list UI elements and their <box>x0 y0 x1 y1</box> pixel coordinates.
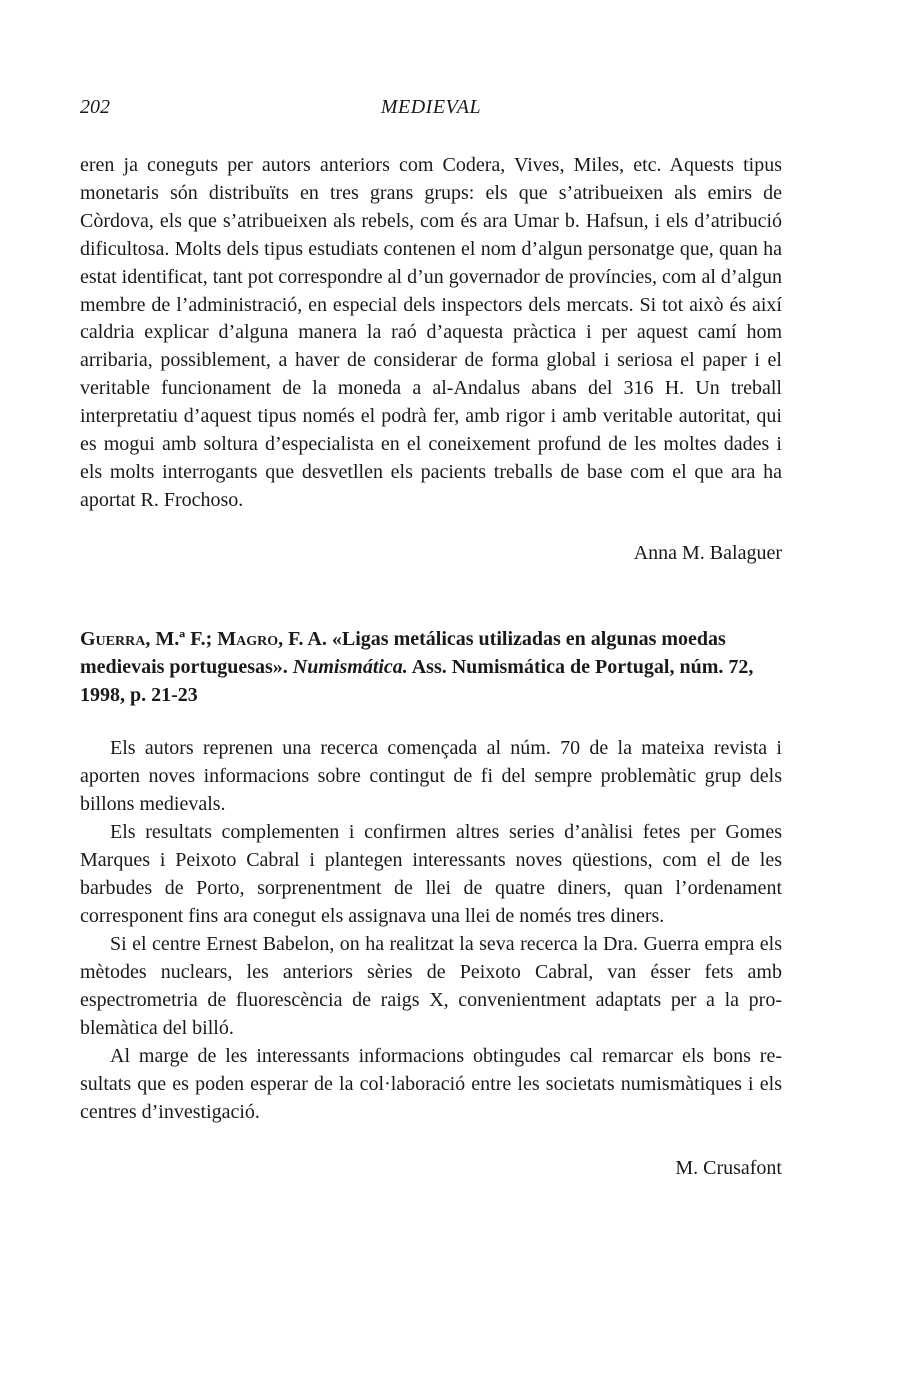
review2-bibliographic-heading: Guerra, M.ª F.; Magro, F. A. «Ligas metálicas utilizadas en algunas moedas medievais portuguesas». Numismática. Ass. Numismática de Portugal, núm. 72, 1998, p. 21-23 <box>80 628 754 706</box>
author2-initials: F. A. <box>288 628 327 650</box>
journal-name: Numismática. <box>292 656 408 678</box>
review2-paragraph-2: Els resultats complementen i confirmen altres series d’anàlisi fetes per Gomes Marques i Peixoto Cabral i plantegen interessants noves qüestions, com el de les barbudes de Porto, sorprenentment de llei de quatre diners, quan l’ordenament corresponent fins ara conegut els assignava una llei de només tres diners. <box>80 821 782 927</box>
article-title: «Ligas metálicas utilizadas en algunas moedas medievais portuguesas». <box>80 628 726 678</box>
running-head <box>80 96 782 124</box>
review2-paragraph-4: Al marge de les interessants informacions obtingudes cal remarcar els bons resultats que es poden esperar de la col·laboració entre les societats numismàtiques i els centres d’investigació. <box>80 1045 782 1123</box>
author1-surname: Guerra <box>80 628 146 650</box>
review2-paragraph-3: Si el centre Ernest Babelon, on ha realitzat la seva recerca la Dra. Guerra empra els mètodes nuclears, les anteriors sèries de Peixoto Cabral, van ésser fets amb espectrometria de fluorescència de raigs X, convenientment adaptats per a la problemàtica del billó. <box>80 933 782 1039</box>
page-number: 202 <box>80 96 110 118</box>
review2-author-signature: M. Crusafont <box>675 1157 782 1179</box>
publisher-details: Ass. Numismática de Portugal, núm. 72, 1998, p. 21-23 <box>80 656 754 706</box>
author1-initials: M.ª F.; <box>155 628 213 650</box>
running-title: MEDIEVAL <box>380 96 482 118</box>
review1-author-signature: Anna M. Balaguer <box>633 542 782 564</box>
author2-surname: Magro <box>217 628 279 650</box>
review1-paragraph: eren ja coneguts per autors anteriors com Codera, Vives, Miles, etc. Aquests tipus monetaris són distribuïts en tres grans grups: els que s’atribueixen als emirs de Còrdova, els que s’atribueixen als rebels, com és ara Umar b. Hafsun, i els d’atribució dificultosa. Molts dels tipus estudiats contenen el nom d’algun personatge que, quan ha estat identificat, tant pot correspondre al d’un governador de províncies, com al d’algun membre de l’administració, en especial dels inspectors dels mercats. Si tot això és així caldria explicar d’alguna manera la raó d’aquesta pràctica i per aquest camí hom arribaria, possiblement, a haver de considerar de forma global i seriosa el paper i el veritable funcionament de la moneda a al-Andalus abans del 316 H. Un treball interpretatiu d’aquest tipus només el podrà fer, amb rigor i amb veritable autoritat, qui es mogui amb soltura d’especialista en el coneixement profund de les moltes dades i els molts interrogants que desvetllen els pacients treballs de base com el que ara ha aportat R. Frochoso. <box>80 154 782 511</box>
review2-paragraph-1: Els autors reprenen una recerca començada al núm. 70 de la mateixa revista i aporten noves informacions sobre contingut de fi del sempre problemàtic grup dels billons medievals. <box>80 737 782 815</box>
